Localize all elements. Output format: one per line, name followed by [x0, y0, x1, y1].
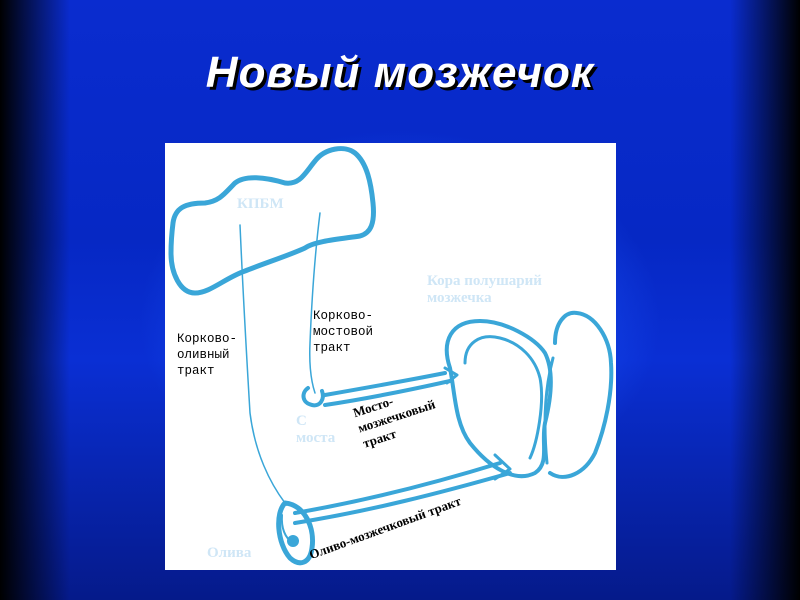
- slide-title: Новый мозжечок: [205, 48, 595, 97]
- pontine-nucleus: [303, 388, 322, 405]
- label-olivo-cerebellar: Оливо-мозжечковый тракт: [307, 493, 463, 563]
- left-hemisphere: [447, 321, 551, 476]
- diagram-panel: [165, 143, 616, 570]
- cortex-outline: [171, 149, 373, 293]
- label-kpbm: КПБМ: [237, 196, 284, 212]
- label-ponto-cerebellar: Мосто- мозжечковый тракт: [351, 393, 438, 451]
- right-hemisphere: [550, 313, 611, 477]
- olive-nucleus: [287, 535, 299, 547]
- label-oliva: Олива: [207, 545, 252, 561]
- label-cortico-olivary: Корково- оливный тракт: [177, 332, 238, 378]
- cortico-pontine-tract: [310, 213, 320, 393]
- left-hemisphere-inner: [465, 337, 542, 458]
- label-pons-nuclei: С моста: [296, 413, 336, 446]
- label-cortico-pontine: Корково- мостовой тракт: [313, 309, 374, 355]
- olivo-cerebellar-tract-upper: [295, 463, 500, 513]
- label-cerebellar-cortex: Кора полушарий мозжечка: [427, 273, 542, 306]
